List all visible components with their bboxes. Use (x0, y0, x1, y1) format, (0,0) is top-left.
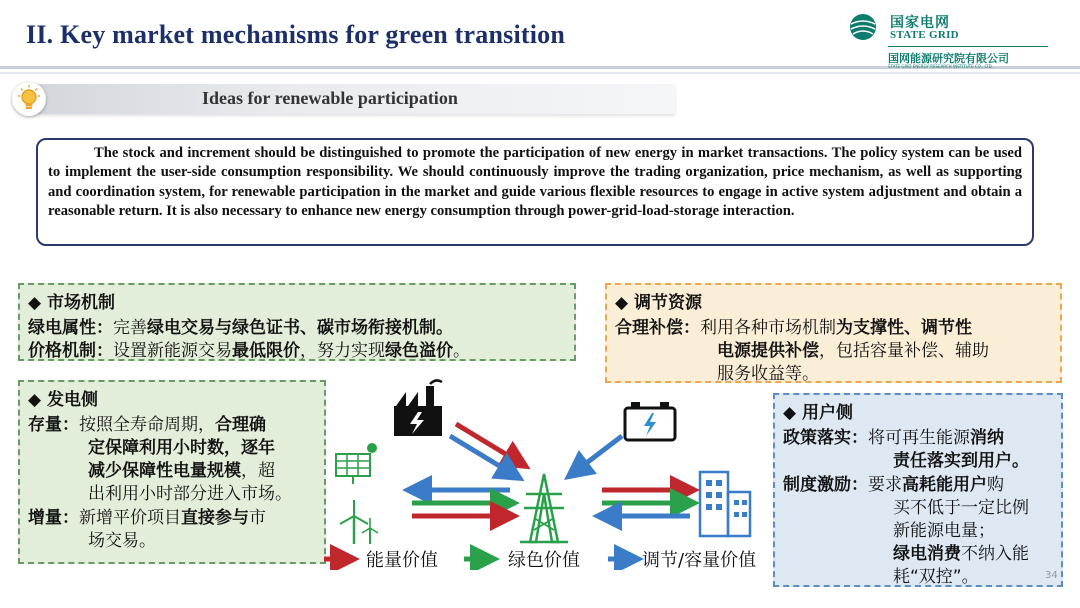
logo-chinese-name: 国家电网 (890, 15, 950, 31)
compensation-label: 合理补偿： (615, 318, 700, 338)
system-line-1 (783, 470, 1004, 495)
policy-line-2: 责任落实到用户。 (893, 451, 1029, 471)
logo-divider (888, 46, 1048, 47)
subheader-bar (30, 84, 675, 114)
page-number: 34 (1045, 570, 1058, 581)
policy-label: 政策落实： (783, 428, 868, 448)
system-emphasis-1: 高耗能用户 (902, 475, 987, 495)
stock-text-2: ，超 (241, 461, 275, 481)
system-emphasis-2: 绿电消费 (893, 544, 961, 564)
increment-text-1: 新增平价项目 (79, 508, 181, 528)
compensation-line-2 (717, 336, 989, 361)
price-emphasis-1: 最低限价 (232, 341, 300, 361)
stock-label: 存量： (28, 415, 79, 435)
market-mechanism-heading: ◆ 市场机制 (28, 293, 115, 313)
policy-emphasis-1: 消纳 (970, 428, 1004, 448)
price-mechanism-line (28, 336, 470, 361)
price-text-3: 。 (453, 341, 470, 361)
compensation-text-1: 利用各种市场机制 (700, 318, 836, 338)
price-mechanism-label: 价格机制： (28, 341, 113, 361)
battery-adjust-arrow (572, 436, 622, 474)
user-side-heading: ◆ 用户侧 (783, 403, 853, 423)
stock-emphasis-4: 减少保障性电量规模 (88, 461, 241, 481)
price-text-1: 设置新能源交易 (113, 341, 232, 361)
page-title: II. Key market mechanisms for green transition (26, 20, 566, 49)
wind-turbine-icon (340, 500, 378, 544)
logo-institute-english: STATE GRID ENERGY RESEARCH INSTITUTE CO., LTD. (888, 64, 993, 69)
solar-panel-icon (336, 443, 377, 484)
stock-emphasis-3: 逐年 (241, 438, 275, 458)
stock-emphasis-2: 定保障利用小时数， (88, 438, 241, 458)
system-line-3: 新能源电量； (893, 521, 995, 541)
stock-text-1: 按照全寿命周期， (79, 415, 215, 435)
compensation-emphasis-1: 为支撑性、调节性 (836, 318, 972, 338)
stock-line-3 (88, 456, 275, 481)
legend-green-value: 绿色价值 (508, 550, 580, 571)
policy-line-1 (783, 423, 1004, 448)
stock-line-2 (88, 433, 275, 458)
summary-paragraph: The stock and increment should be distinguished to promote the participation of new energy in market transactions. The policy system can be used to implement the user-side consumption responsibility. We should continuously improve the trading organization, price mechanism, as well as supporting and coordination system, for renewable participation in the market and guide various flexible resources to engage in active system adjustment and obtain a reasonable return. It is also necessary to enhance new energy consumption through power-grid-load-storage interaction. (36, 138, 1034, 246)
price-text-2: ，努力实现 (300, 341, 385, 361)
power-plant-icon (394, 380, 442, 436)
lightbulb-icon (12, 82, 46, 116)
building-icon (700, 472, 750, 536)
green-attribute-emphasis: 绿电交易与绿色证书、碳市场衔接机制。 (147, 318, 453, 338)
market-mechanism-box (18, 283, 576, 361)
increment-emphasis: 直接参与 (181, 508, 249, 528)
system-line-2: 买不低于一定比例 (893, 498, 1029, 518)
generation-side-heading: ◆ 发电侧 (28, 390, 98, 410)
legend-energy-value: 能量价值 (366, 550, 438, 571)
system-line-4 (893, 539, 1029, 564)
regulation-resources-heading: ◆ 调节资源 (615, 293, 702, 313)
stock-line-4: 出利用小时部分进入市场。 (88, 484, 292, 504)
compensation-emphasis-2: 电源提供补偿 (717, 341, 819, 361)
header-divider-secondary (0, 72, 1080, 74)
system-text-1: 要求 (868, 475, 902, 495)
legend-adjust-value: 调节/容量价值 (642, 550, 757, 571)
stock-emphasis-1: 合理确 (215, 415, 266, 435)
generation-side-box (18, 380, 326, 564)
subheader-label: Ideas for renewable participation (202, 88, 458, 108)
system-line-5: 耗“双控”。 (893, 567, 979, 587)
compensation-line-3: 服务收益等。 (717, 364, 819, 384)
increment-line-2: 场交易。 (88, 531, 156, 551)
state-grid-logo (848, 10, 1048, 70)
increment-text-2: 市 (249, 508, 266, 528)
price-emphasis-2: 绿色溢价 (385, 341, 453, 361)
compensation-line-1 (615, 313, 972, 338)
value-flow-diagram (320, 370, 780, 570)
system-text-2: 购 (987, 475, 1004, 495)
battery-storage-icon (625, 402, 675, 440)
globe-logo-icon (848, 12, 878, 42)
logo-english-name: STATE GRID (890, 29, 959, 41)
compensation-text-2: ，包括容量补偿、辅助 (819, 341, 989, 361)
user-side-box (773, 393, 1063, 587)
regulation-resources-box (605, 283, 1062, 383)
system-label: 制度激励： (783, 475, 868, 495)
stock-line-1 (28, 410, 266, 435)
policy-text-1: 将可再生能源 (868, 428, 970, 448)
green-attribute-text: 完善 (113, 318, 147, 338)
increment-label: 增量： (28, 508, 79, 528)
increment-line-1 (28, 503, 266, 528)
system-text-3: 不纳入能 (961, 544, 1029, 564)
transmission-tower-icon (520, 474, 568, 542)
green-attribute-label: 绿电属性： (28, 318, 113, 338)
logo-institute-name: 国网能源研究院有限公司 (888, 52, 1009, 65)
green-attribute-line (28, 313, 453, 338)
